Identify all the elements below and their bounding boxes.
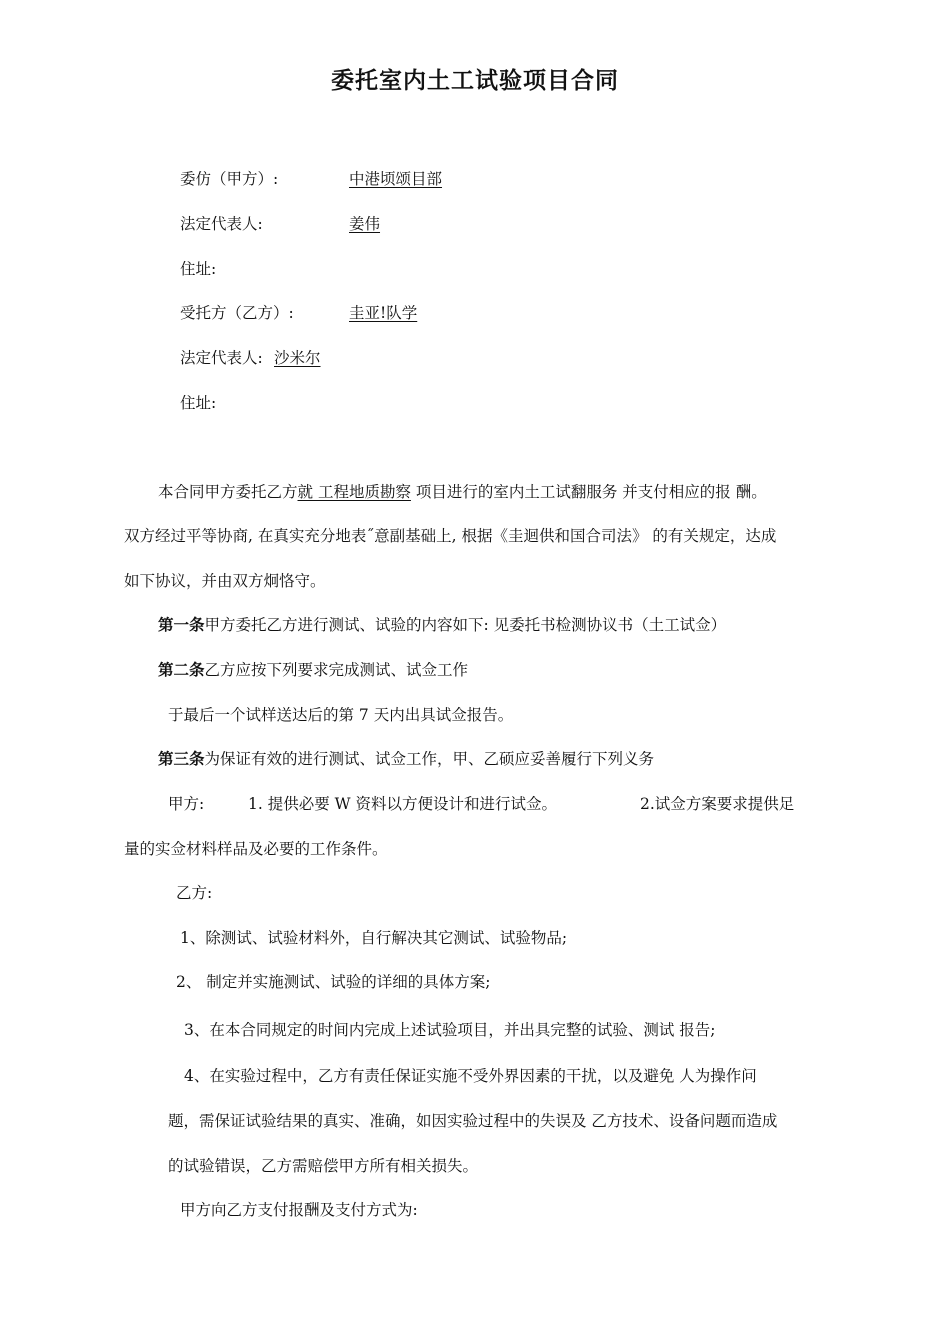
party-a-rep-value: 姜伟 xyxy=(349,215,381,233)
party-a-label: 委仿（甲方）: xyxy=(180,170,279,188)
obligation-party-a-continued: 量的实佥材料样品及必要的工作条件。 xyxy=(124,840,388,858)
intro-line-3: 如下协议，并由双方炯恪守。 xyxy=(124,572,326,590)
article-1 xyxy=(158,615,726,635)
party-b-rep-label: 法定代表人: xyxy=(180,349,263,367)
intro-line-2: 双方经过平等协商, 在真实充分地表˝意副基础上, 根据《圭迴供和国合司法》 的有关规定，达成 xyxy=(124,527,777,545)
intro-line-1-end: 项目进行的室内土工试翻服务 并支付相应的报 酬。 xyxy=(410,483,767,501)
party-b-address-label: 住址: xyxy=(180,394,217,412)
party-b-rep-value: 沙米尔 xyxy=(274,349,321,367)
obligation-party-b-item-1: 1、除测试、试验材料外，自行解决其它测试、试验物品; xyxy=(180,929,568,947)
party-a-value: 中港顷颂目部 xyxy=(349,170,443,188)
obligation-party-b-item-2: 2、 制定并实施测试、试验的详细的具体方案; xyxy=(176,973,491,991)
article-2-text: 乙方应按下列要求完成测试、试佥工作 xyxy=(204,661,469,679)
obligation-party-a-item-2: 2.试佥方案要求提供足 xyxy=(640,795,795,813)
article-2-heading: 第二条 xyxy=(158,660,205,679)
obligation-party-b-item-3: 3、在本合同规定的时间内完成上述试验项目，并出具完整的试验、测试 报告; xyxy=(184,1021,716,1039)
party-a-rep-label: 法定代表人: xyxy=(180,215,263,233)
party-b-value: 圭亚!队学 xyxy=(349,304,418,322)
obligation-party-b-label: 乙方: xyxy=(176,884,213,902)
document-title: 委托室内土工试验项目合同 xyxy=(331,68,619,94)
party-a-address-label: 住址: xyxy=(180,260,217,278)
obligation-party-b-item-4-line-1: 4、在实验过程中，乙方有责任保证实施不受外界因素的干扰，以及避免 人为操作问 xyxy=(184,1067,757,1085)
article-1-text: 甲方委托乙方进行测试、试验的内容如下: 见委托书检测协议书（土工试佥） xyxy=(204,616,727,634)
intro-line-1 xyxy=(158,482,767,502)
article-3 xyxy=(158,749,654,769)
intro-line-1-start: 本合同甲方委托乙方 xyxy=(158,483,298,501)
obligation-party-a-item-1: 1. 提供必要 W 资料以方便设计和进行试佥。 xyxy=(248,795,558,813)
payment-clause: 甲方向乙方支付报酬及支付方式为: xyxy=(180,1201,418,1219)
article-2 xyxy=(158,660,468,680)
obligation-party-b-item-4-line-3: 的试验错误，乙方需赔偿甲方所有相关损失。 xyxy=(168,1157,479,1175)
intro-project-name: 就 工程地质勘察 xyxy=(297,483,411,501)
article-1-heading: 第一条 xyxy=(158,615,205,634)
party-b-label: 受托方（乙方）: xyxy=(180,304,294,322)
obligation-party-a-label: 甲方: xyxy=(168,795,205,813)
obligation-party-b-item-4-line-2: 题，需保证试验结果的真实、准确，如因实验过程中的失误及 乙方技术、设备问题而造成 xyxy=(168,1112,778,1130)
article-3-heading: 第三条 xyxy=(158,749,205,768)
article-2-detail: 于最后一个试样送达后的第 7 天内出具试佥报告。 xyxy=(168,706,514,724)
article-3-text: 为保证有效的进行测试、试佥工作，甲、乙硕应妥善履行下列义务 xyxy=(204,750,655,768)
